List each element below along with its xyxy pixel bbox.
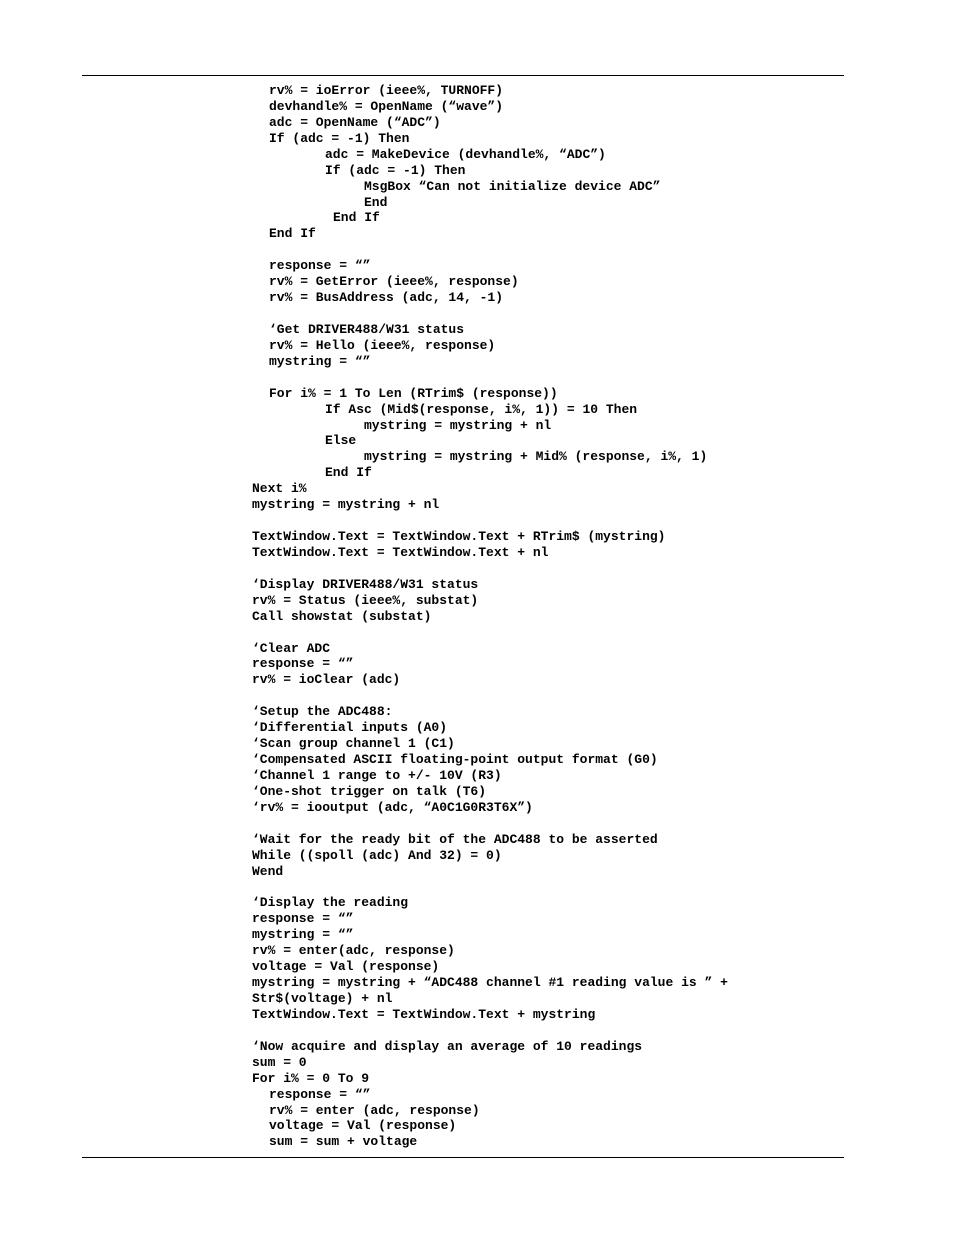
code-line: ‘rv% = iooutput (adc, “A0C1G0R3T6X”) [252,799,533,815]
code-line: devhandle% = OpenName (“wave”) [269,98,504,114]
header-rule [82,75,844,76]
code-line: mystring = “” [269,353,371,369]
code-line: rv% = enter (adc, response) [269,1102,480,1118]
code-line: TextWindow.Text = TextWindow.Text + RTrim$ (mystring) [252,529,666,545]
code-line: response = “” [252,656,354,672]
code-line: mystring = “” [252,927,354,943]
code-line: While ((spoll (adc) And 32) = 0) [252,847,502,863]
code-line: ‘Setup the ADC488: [252,704,393,720]
code-line: adc = MakeDevice (devhandle%, “ADC”) [325,146,606,162]
code-line: ‘Display DRIVER488/W31 status [252,576,479,592]
code-line: If (adc = -1) Then [325,162,466,178]
code-line: ‘Clear ADC [252,640,331,656]
code-line: response = “” [269,1086,371,1102]
code-line: For i% = 0 To 9 [252,1070,370,1086]
code-line: mystring = mystring + nl [364,417,552,433]
code-line: End [364,194,388,210]
code-line: voltage = Val (response) [252,959,440,975]
code-line: If Asc (Mid$(response, i%, 1)) = 10 Then [325,401,638,417]
code-line: sum = 0 [252,1054,307,1070]
code-line: TextWindow.Text = TextWindow.Text + mystring [252,1006,596,1022]
code-line: Else [325,433,357,449]
code-line: rv% = ioError (ieee%, TURNOFF) [269,83,504,98]
code-line: rv% = Status (ieee%, substat) [252,592,479,608]
code-line: rv% = ioClear (adc) [252,672,401,688]
code-line: sum = sum + voltage [269,1134,418,1150]
code-line: If (adc = -1) Then [269,130,410,146]
code-line: ‘Differential inputs (A0) [252,720,448,736]
code-line: Str$(voltage) + nl [252,991,393,1006]
code-line: End If [333,210,380,226]
code-line: mystring = mystring + “ADC488 channel #1 reading value is ” + [252,975,728,991]
code-line: ‘Scan group channel 1 (C1) [252,736,455,752]
code-line: ‘Now acquire and display an average of 10 readings [252,1038,643,1054]
code-line: mystring = mystring + Mid% (response, i%, 1) [364,449,708,465]
code-line: TextWindow.Text = TextWindow.Text + nl [252,544,549,560]
code-line: End If [325,465,372,481]
code-line: response = “” [269,258,371,274]
code-line: voltage = Val (response) [269,1118,457,1134]
code-line: rv% = GetError (ieee%, response) [269,274,519,290]
code-line: ‘One-shot trigger on talk (T6) [252,783,487,799]
code-line: ‘Channel 1 range to +/- 10V (R3) [252,767,502,783]
code-line: Wend [252,863,284,879]
code-line: Call showstat (substat) [252,608,432,624]
code-line: mystring = mystring + nl [252,497,440,513]
code-line: End If [269,226,316,242]
code-line: response = “” [252,911,354,927]
code-line: adc = OpenName (“ADC”) [269,114,441,130]
code-line: ‘Compensated ASCII floating-point output format (G0) [252,752,658,768]
code-line: rv% = BusAddress (adc, 14, -1) [269,290,504,306]
code-line: For i% = 1 To Len (RTrim$ (response)) [269,385,558,401]
code-line: ‘Wait for the ready bit of the ADC488 to be asserted [252,831,658,847]
code-line: ‘Get DRIVER488/W31 status [269,321,465,337]
code-line: Next i% [252,481,307,497]
code-line: rv% = enter(adc, response) [252,943,455,959]
footer-rule [82,1157,844,1158]
code-line: MsgBox “Can not initialize device ADC” [364,178,661,194]
code-line: rv% = Hello (ieee%, response) [269,337,496,353]
code-line: ‘Display the reading [252,895,409,911]
